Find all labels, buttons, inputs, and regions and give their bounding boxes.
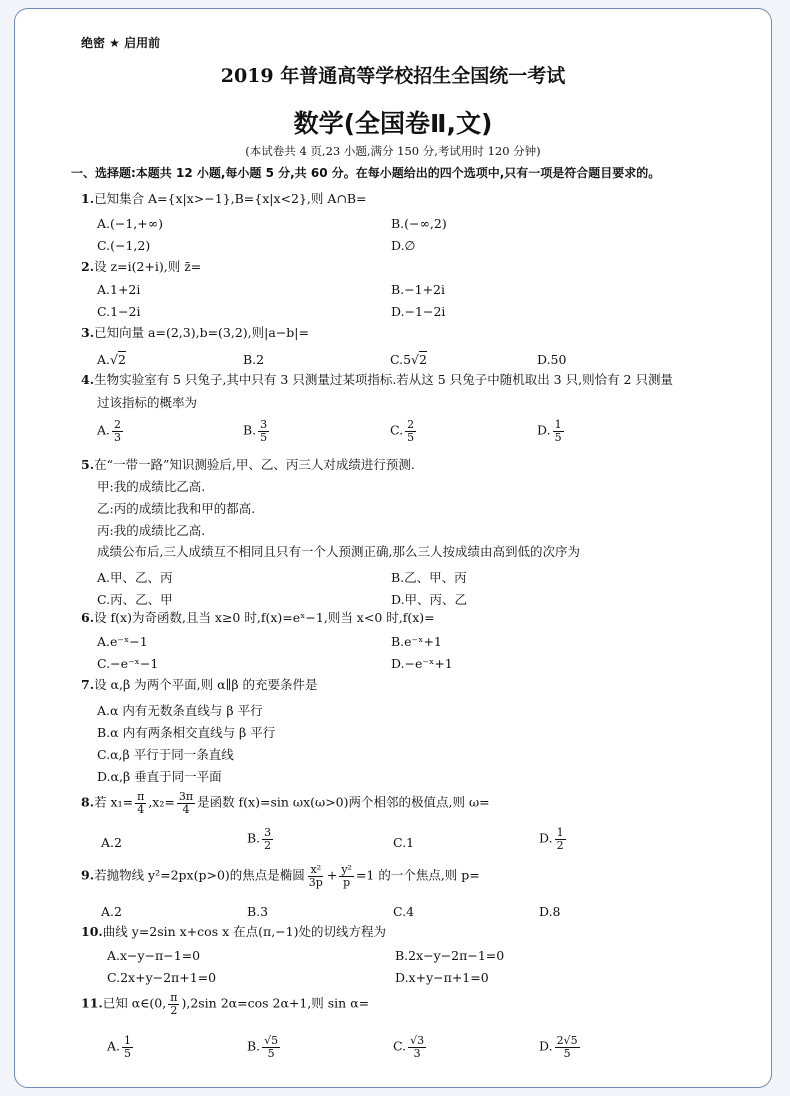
q5-option-d: D.甲、丙、乙 (391, 592, 468, 607)
q9-option-c: C.4 (393, 904, 415, 919)
question-4: 4.生物实验室有 5 只兔子,其中只有 3 只测量过某项指标.若从这 5 只兔子中随机取出 3 只,则恰有 2 只测量 (81, 372, 673, 387)
q5-option-a: A.甲、乙、丙 (97, 570, 173, 585)
q4-option-a: A. $\frac{2}{3}$ (97, 418, 122, 444)
exam-sheet (14, 8, 772, 1088)
question-4-cont: 过该指标的概率为 (97, 395, 198, 410)
q6-option-a: A.e⁻ˣ−1 (97, 634, 148, 649)
q5-statement-1: 甲:我的成绩比乙高. (97, 479, 206, 494)
q11-option-d: D. $\frac{2√5}{5}$ (539, 1034, 578, 1060)
q9-option-d: D.8 (539, 904, 561, 919)
q11-option-a: A. $\frac{1}{5}$ (107, 1034, 132, 1060)
question-6: 6.设 f(x)为奇函数,且当 x≥0 时,f(x)=eˣ−1,则当 x<0 时,f(x)= (81, 610, 435, 625)
q8-option-d: D. $\frac{1}{2}$ (539, 826, 564, 852)
q3-option-b: B.2 (243, 352, 265, 367)
q3-option-c: C.5√ 2 (390, 352, 427, 367)
q1-option-d: D.∅ (391, 238, 416, 253)
q4-option-b: B. $\frac{3}{5}$ (243, 418, 268, 444)
q5-question-line: 成绩公布后,三人成绩互不相同且只有一个人预测正确,那么三人按成绩由高到低的次序为 (97, 544, 580, 559)
q10-option-b: B.2x−y−2π−1=0 (395, 948, 505, 963)
question-11: 11.已知 α∈(0, $\frac{\pi}{2}$ ),2sin 2α=cos 2α+1,则 sin α= (81, 991, 370, 1017)
question-9: 9.若抛物线 y²=2px(p>0)的焦点是椭圆 $\frac{\text{x²}}{3p}$ + $\frac{\text{y²}}{p}$ =1 的一个焦点,则 p= (81, 863, 480, 889)
exam-title: 2019 年普通高等学校招生全国统一考试 (220, 65, 566, 87)
q4-option-c: C. $\frac{2}{5}$ (390, 418, 415, 444)
q11-option-c: C. $\frac{√3}{3}$ (393, 1034, 425, 1060)
q5-option-b: B.乙、甲、丙 (391, 570, 467, 585)
q3-option-d: D.50 (537, 352, 567, 367)
confidential-mark: 绝密 ★ 启用前 (81, 36, 161, 50)
q3-option-a: A.√ 2 (97, 352, 126, 367)
q11-option-b: B. $\frac{√5}{5}$ (247, 1034, 279, 1060)
section-heading: 一、选择题:本题共 12 小题,每小题 5 分,共 60 分。在每小题给出的四个选项中,只有一项是符合题目要求的。 (71, 166, 661, 180)
question-10: 10.曲线 y=2sin x+cos x 在点(π,−1)处的切线方程为 (81, 924, 386, 939)
q6-option-c: C.−e⁻ˣ−1 (97, 656, 159, 671)
q10-option-d: D.x+y−π+1=0 (395, 970, 489, 985)
q2-option-a: A.1+2i (97, 282, 141, 297)
q10-option-c: C.2x+y−2π+1=0 (107, 970, 217, 985)
q9-option-b: B.3 (247, 904, 269, 919)
q7-option-d: D.α,β 垂直于同一平面 (97, 769, 222, 784)
q8-option-a: A.2 (101, 835, 122, 850)
question-8: 8.若 x₁= $\frac{\pi}{4}$ ,x₂= $\frac{3\pi}{4}$ 是函数 f(x)=sin ωx(ω>0)两个相邻的极值点,则 ω= (81, 790, 490, 816)
q9-option-a: A.2 (101, 904, 122, 919)
question-3: 3.已知向量 a=(2,3),b=(3,2),则|a−b|= (81, 325, 309, 340)
q8-option-c: C.1 (393, 835, 415, 850)
q2-option-d: D.−1−2i (391, 304, 446, 319)
q7-option-b: B.α 内有两条相交直线与 β 平行 (97, 725, 276, 740)
exam-note: (本试卷共 4 页,23 小题,满分 150 分,考试用时 120 分钟) (245, 144, 541, 158)
q6-option-d: D.−e⁻ˣ+1 (391, 656, 453, 671)
question-2: 2.设 z=i(2+i),则 z̄= (81, 259, 202, 274)
question-7: 7.设 α,β 为两个平面,则 α∥β 的充要条件是 (81, 677, 318, 692)
q1-option-a: A.(−1,+∞) (97, 216, 164, 231)
exam-subtitle: 数学(全国卷Ⅱ,文) (293, 109, 493, 138)
q5-statement-2: 乙:丙的成绩比我和甲的都高. (97, 501, 256, 516)
q1-option-c: C.(−1,2) (97, 238, 151, 253)
q4-option-d: D. $\frac{1}{5}$ (537, 418, 562, 444)
q5-option-c: C.丙、乙、甲 (97, 592, 173, 607)
q6-option-b: B.e⁻ˣ+1 (391, 634, 442, 649)
question-5: 5.在“一带一路”知识测验后,甲、乙、丙三人对成绩进行预测. (81, 457, 415, 472)
q8-option-b: B. $\frac{3}{2}$ (247, 826, 272, 852)
q1-option-b: B.(−∞,2) (391, 216, 447, 231)
q5-statement-3: 丙:我的成绩比乙高. (97, 523, 206, 538)
q2-option-c: C.1−2i (97, 304, 141, 319)
q10-option-a: A.x−y−π−1=0 (107, 948, 201, 963)
q7-option-a: A.α 内有无数条直线与 β 平行 (97, 703, 263, 718)
q7-option-c: C.α,β 平行于同一条直线 (97, 747, 234, 762)
q2-option-b: B.−1+2i (391, 282, 446, 297)
question-1: 1.已知集合 A={x|x>−1},B={x|x<2},则 A∩B= (81, 191, 367, 206)
